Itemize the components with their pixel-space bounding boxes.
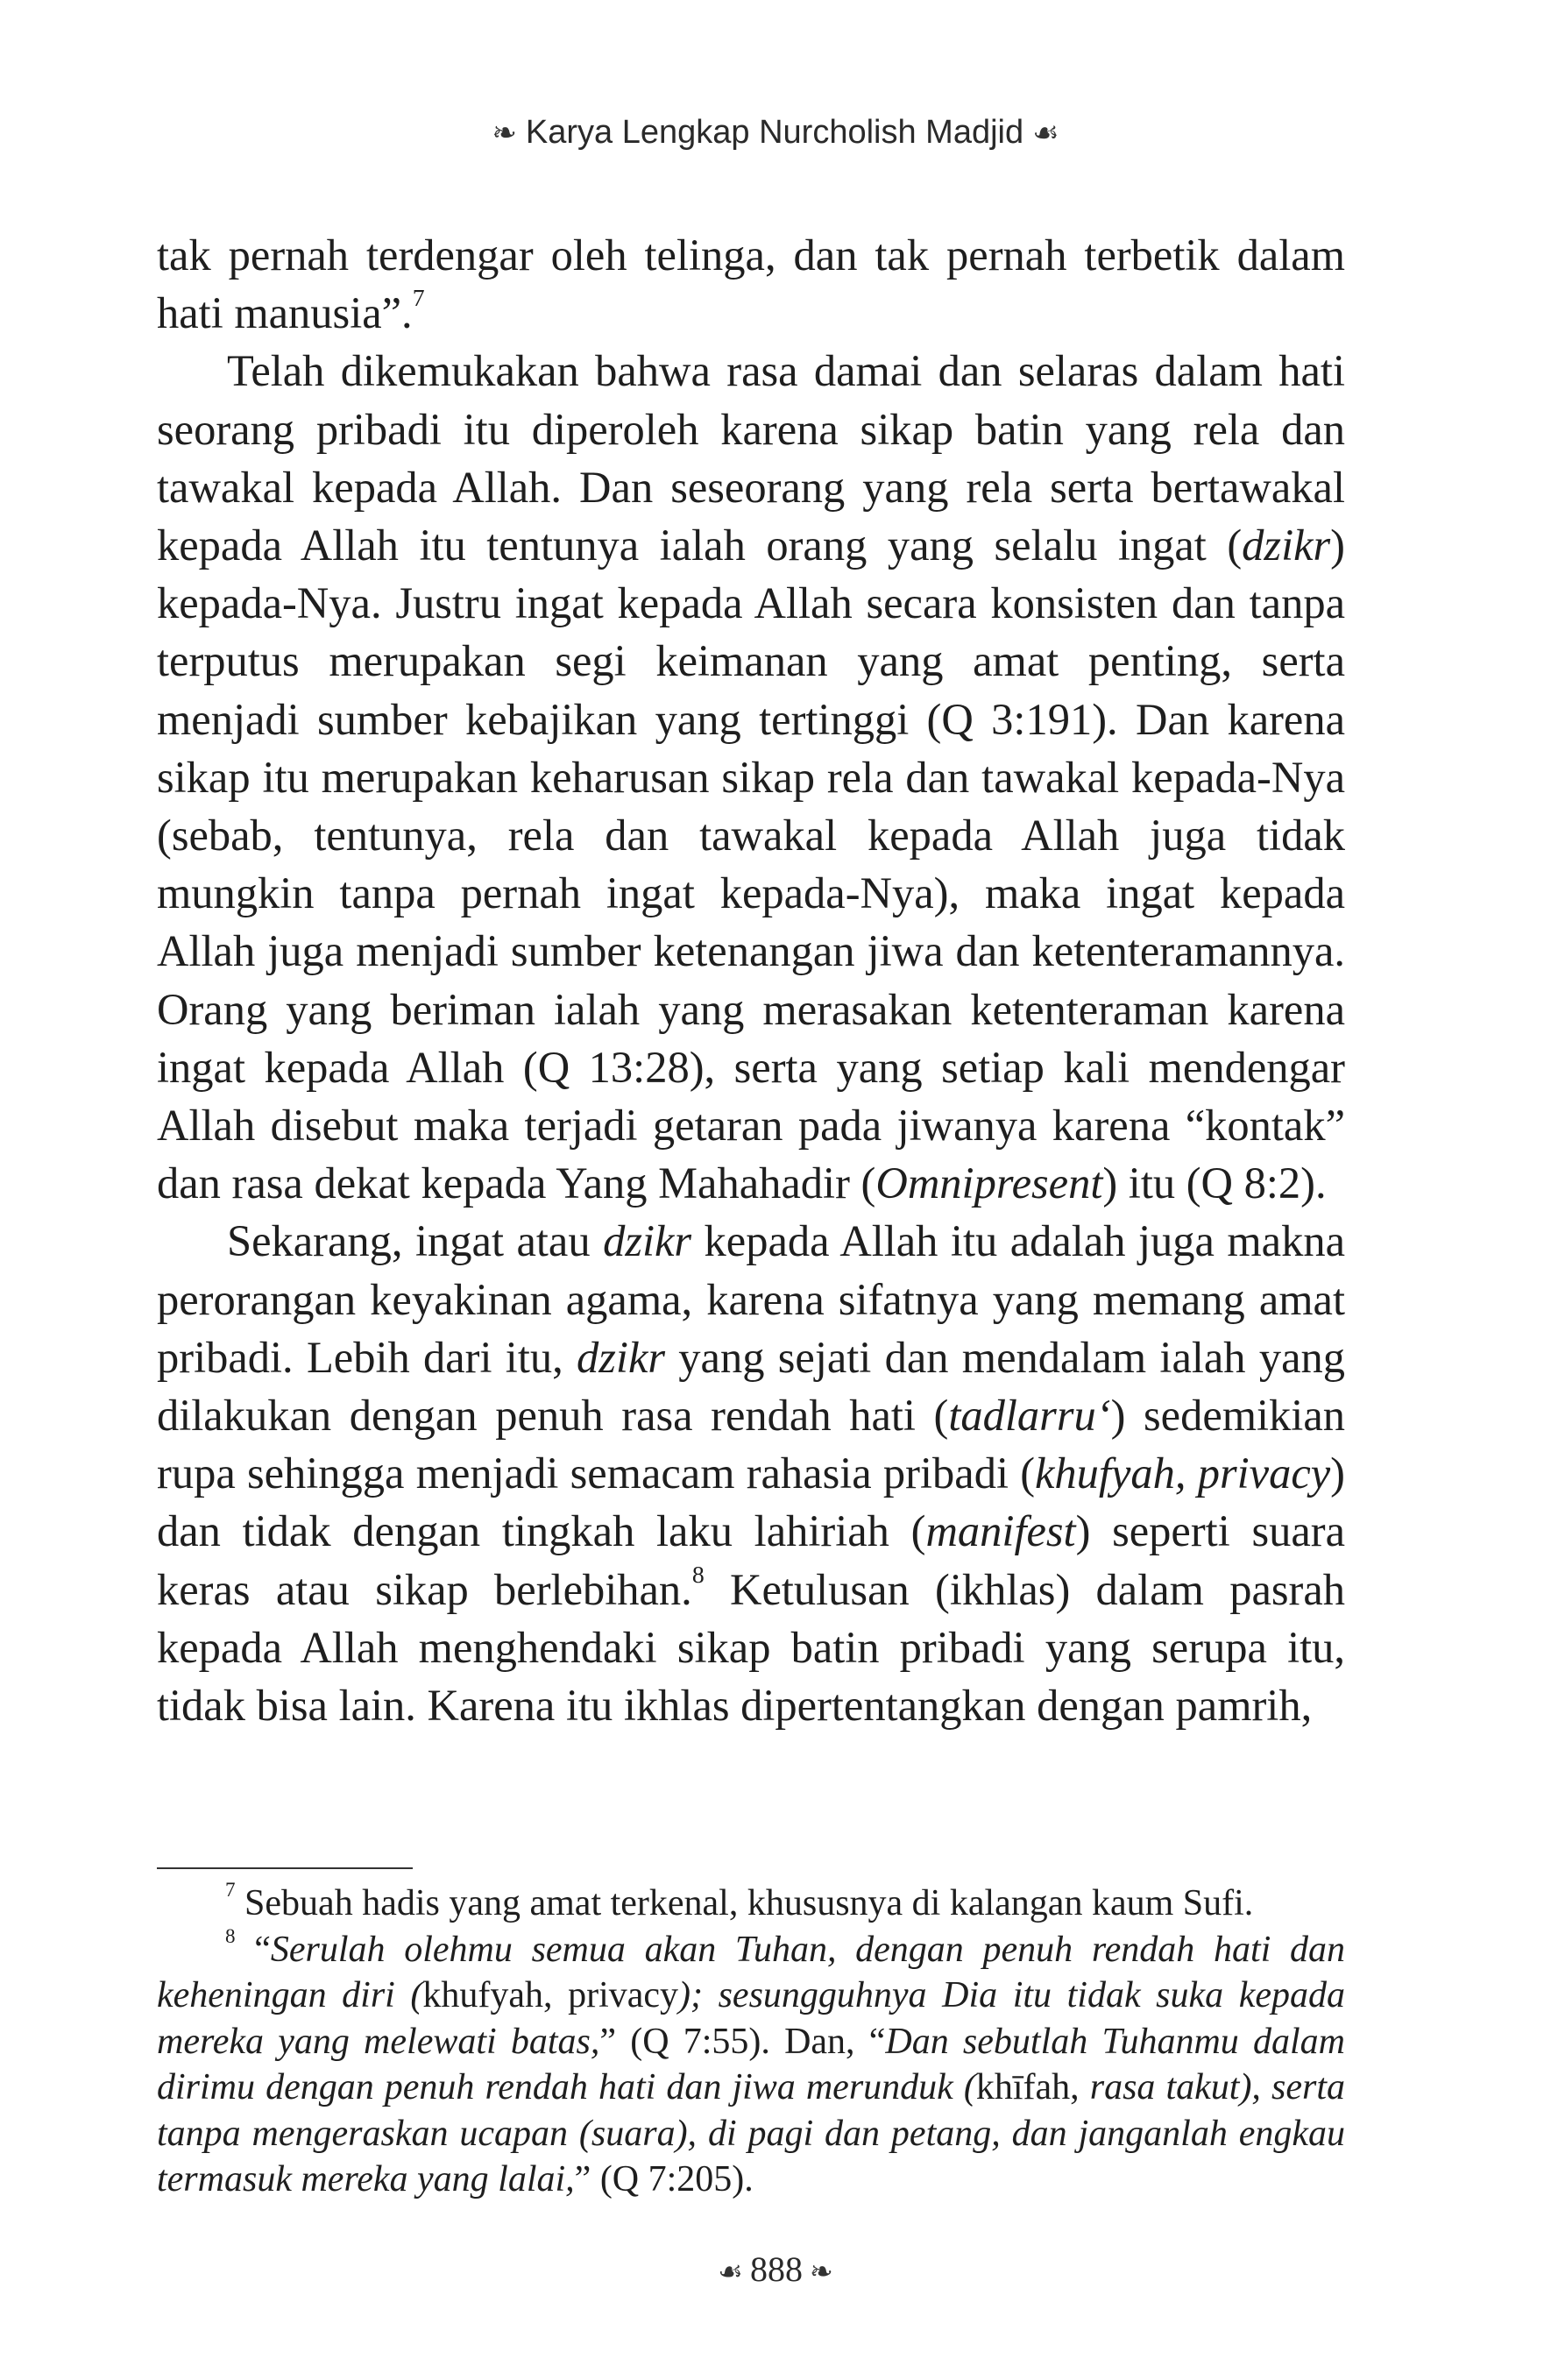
footnote-ref-8[interactable]: 8: [691, 1561, 705, 1589]
ornament-right-icon: ❧: [809, 2255, 833, 2288]
footnote-number-8: 8: [225, 1923, 236, 1947]
running-header: [0, 114, 1551, 152]
paragraph-3: Sekarang, ingat atau dzikr kepada Allah itu adalah juga makna perorangan keyakinan agama, karena sifatnya yang memang amat pribadi. Lebih dari itu, dzikr yang sejati dan mendalam ialah yang dilakukan dengan penuh rasa rendah hati (tadlarru‘) sedemikian rupa sehingga menjadi semacam rahasia pribadi (khufyah, privacy) dan tidak dengan tingkah laku lahiriah (manifest) seperti suara keras atau sikap berlebihan.$^8$ Ketulusan (ikhlas) dalam pasrah kepada Allah menghendaki sikap batin pribadi yang serupa itu, tidak bisa lain. Karena itu ikhlas dipertentangkan dengan pamrih,: [157, 1216, 1345, 1731]
running-header-title: Karya Lengkap Nurcholish Madjid: [525, 114, 1024, 151]
ornament-left-icon: ☙: [718, 2255, 743, 2288]
footnotes: [157, 1878, 1346, 2203]
body-text: [157, 226, 1345, 1734]
page-number: 888: [749, 2249, 803, 2289]
footnote-ref-7[interactable]: 7: [412, 285, 425, 313]
footnote-7: $^7$ Sebuah hadis yang amat terkenal, khususnya di kalangan kaum Sufi.: [225, 1878, 1254, 1923]
ornament-right-icon: ☙: [1032, 116, 1059, 151]
footnote-number-7: 7: [225, 1878, 236, 1902]
footnote-divider: [157, 1867, 413, 1869]
paragraph-1: tak pernah terdengar oleh telinga, dan tak pernah terbetik dalam hati manusia”.$^7$: [157, 230, 1345, 338]
page-footer: [0, 2249, 1551, 2290]
footnote-8: $^8$ “Serulah olehmu semua akan Tuhan, dengan penuh rendah hati dan keheningan diri (khufyah, privacy); sesungguhnya Dia itu tidak suka kepada mereka yang melewati batas,” (Q 7:55). Dan, “Dan sebutlah Tuhanmu dalam dirimu dengan penuh rendah hati dan jiwa merunduk (khīfah, rasa takut), serta tanpa mengeraskan ucapan (suara), di pagi dan petang, dan janganlah engkau termasuk mereka yang lalai,” (Q 7:205).: [157, 1923, 1346, 2199]
ornament-left-icon: ❧: [492, 116, 517, 151]
paragraph-2: Telah dikemukakan bahwa rasa damai dan selaras dalam hati seorang pribadi itu diperoleh karena sikap batin yang rela dan tawakal kepada Allah. Dan seseorang yang rela serta bertawakal kepada Allah itu tentunya ialah orang yang selalu ingat (dzikr) kepada-Nya. Justru ingat kepada Allah secara konsisten dan tanpa terputus merupakan segi keimanan yang amat penting, serta menjadi sumber kebajikan yang tertinggi (Q 3:191). Dan karena sikap itu merupakan keharusan sikap rela dan tawakal kepada-Nya (sebab, tentunya, rela dan tawakal kepada Allah juga tidak mungkin tanpa pernah ingat kepada-Nya), maka ingat kepada Allah juga menjadi sumber ketenangan jiwa dan ketenteramannya. Orang yang beriman ialah yang merasakan ketenteraman karena ingat kepada Allah (Q 13:28), serta yang setiap kali mendengar Allah disebut maka terjadi getaran pada jiwanya karena “kontak” dan rasa dekat kepada Yang Mahahadir (Omnipresent) itu (Q 8:2).: [157, 346, 1345, 1208]
